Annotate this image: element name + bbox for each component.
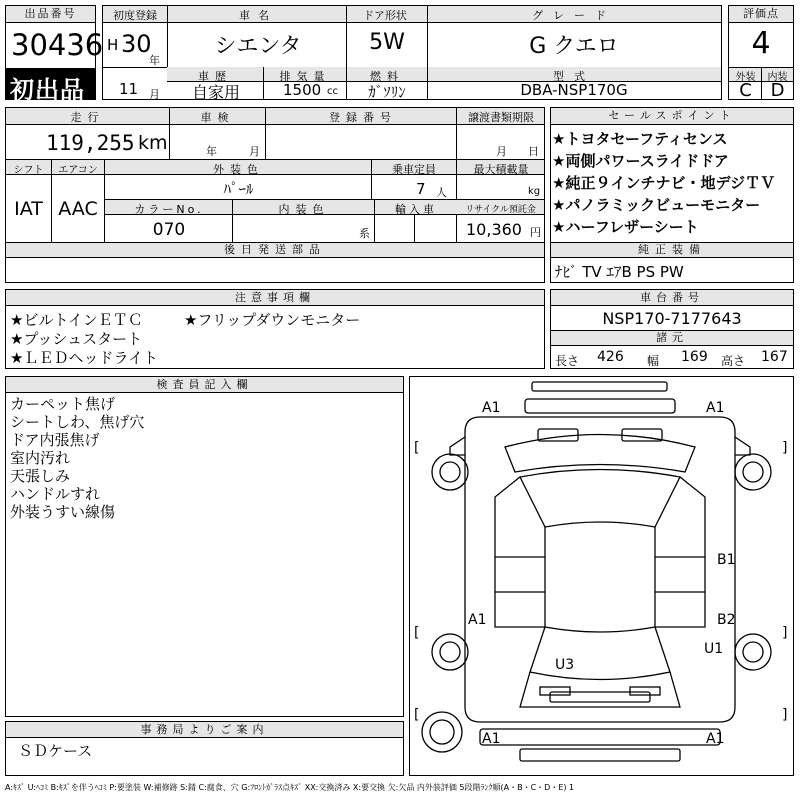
insp-year-unit: 年 <box>206 145 217 158</box>
reg-era: H <box>107 36 119 54</box>
inspection-label: 車検 <box>200 111 235 124</box>
lot-box <box>5 5 104 104</box>
shift-label: シフト <box>13 165 44 176</box>
height-label: 高さ <box>721 354 746 368</box>
exterior-color: ﾊﾟｰﾙ <box>223 180 254 198</box>
model: DBA-NSP170G <box>520 81 628 99</box>
sales-list <box>552 128 775 238</box>
score: 4 <box>751 26 771 61</box>
mark-u1: U1 <box>704 641 724 657</box>
door-type: 5W <box>369 30 405 55</box>
mark-front-left: A1 <box>482 400 501 416</box>
capacity-label: 乗車定員 <box>392 163 436 176</box>
displacement: 1500 <box>283 81 322 99</box>
equip-text: ﾅﾋﾞ TV ｴｱB PS PW <box>555 263 684 281</box>
lot-number: 30436 <box>11 28 104 62</box>
reg-month-unit: 月 <box>149 88 160 101</box>
ext-label: 外装 <box>735 72 756 83</box>
reg-year: 30 <box>121 30 152 58</box>
colorno-label: カラーNo. <box>134 203 204 216</box>
height: 167 <box>761 349 788 365</box>
inspector-line: 室内汚れ <box>10 449 71 467</box>
inspector-line: 外装うすい線傷 <box>10 503 116 521</box>
mark-b2: B2 <box>717 612 736 628</box>
car-name: シエンタ <box>214 34 302 59</box>
sales-item: ★両側パワースライドドア <box>552 152 729 170</box>
notes-line-1a: ★ビルトインＥＴＣ <box>10 311 143 329</box>
inspector-line: ドア内張焦げ <box>10 431 100 449</box>
reg-label: 初度登録 <box>113 9 157 22</box>
notes-line-2: ★プッシュスタート <box>10 330 143 348</box>
legend: A:ｷｽﾞ U:ﾍｺﾐ B:ｷｽﾞを伴うﾍｺﾐ P:要塗装 W:補修跡 S:錆 C:腐食、穴 G:ﾌﾛﾝﾄｶﾞﾗｽ点ｷｽﾞ XX:交換済み X:要交換 欠:欠品 内外装評価 5段階ﾗﾝｸ順(A・B・C・D・E) 1 <box>5 783 575 792</box>
load-unit: kg <box>528 186 541 197</box>
notes-label: 注意事項欄 <box>6 290 544 306</box>
mileage-label: 走行 <box>70 111 105 124</box>
inspector-box <box>5 376 404 717</box>
bracket-l1: [ <box>414 440 420 456</box>
chassis-number: NSP170-7177643 <box>602 309 742 328</box>
lot-label: 出品番号 <box>6 6 95 23</box>
int-grade: D <box>770 80 785 101</box>
sales-item: ★純正９インチナビ・地デジＴＶ <box>552 174 776 192</box>
sales-item: ★ハーフレザーシート <box>552 218 699 236</box>
reg-month: 11 <box>119 80 139 98</box>
exterior-label: 外装色 <box>213 163 264 176</box>
ext-grade: C <box>739 80 752 101</box>
first-listing-badge <box>6 68 95 104</box>
shift: IAT <box>14 198 43 220</box>
load-label: 最大積載量 <box>473 163 529 176</box>
ac: AAC <box>58 198 98 220</box>
displacement-unit: cc <box>327 86 338 97</box>
capacity: 7 <box>416 180 426 198</box>
history-label: 車歴 <box>198 70 232 83</box>
mileage-unit: km <box>138 132 168 154</box>
dims-label: 諸元 <box>551 331 793 346</box>
model-label: 型式 <box>553 70 595 83</box>
chassis-label: 車台番号 <box>551 290 793 306</box>
car-outline-svg <box>410 377 793 775</box>
inspector-label: 検査員記入欄 <box>6 377 403 393</box>
reg-year-unit: 年 <box>149 54 160 67</box>
mark-left-a1: A1 <box>468 612 487 628</box>
office-box <box>5 721 404 776</box>
bracket-r1: ] <box>782 440 788 456</box>
name-label: 車名 <box>239 9 277 22</box>
inspector-line: カーペット焦げ <box>10 395 116 413</box>
mark-front-right: A1 <box>706 400 725 416</box>
bracket-r2: ] <box>782 625 788 641</box>
recycle: 10,360 <box>466 220 522 239</box>
length-label: 長さ <box>555 354 580 368</box>
door-label: ドア形状 <box>363 9 407 22</box>
bracket-r3: ] <box>782 707 788 723</box>
office-label: 事務局よりご案内 <box>6 722 403 738</box>
notes-line-1b: ★フリップダウンモニター <box>184 311 361 329</box>
length: 426 <box>597 349 624 365</box>
later-label: 後日発送部品 <box>6 243 544 258</box>
score-label: 評価点 <box>729 6 793 23</box>
mark-rear-left: A1 <box>482 731 501 747</box>
car-diagram <box>409 376 794 776</box>
fuel-label: 燃料 <box>370 70 404 83</box>
inspector-line: 天張しみ <box>10 467 71 485</box>
width-label: 幅 <box>647 354 660 368</box>
sales-item: ★パノラミックビューモニター <box>552 196 761 214</box>
transfer-month-unit: 月 <box>496 145 507 158</box>
mark-u3: U3 <box>555 657 575 673</box>
fuel: ｶﾞｿﾘﾝ <box>368 83 406 101</box>
mark-rear-right: A1 <box>706 731 725 747</box>
inspector-line: ハンドルすれ <box>10 485 101 503</box>
width: 169 <box>681 349 708 365</box>
insp-month-unit: 月 <box>249 145 260 158</box>
details-box <box>5 107 545 283</box>
main-header-box <box>102 5 722 100</box>
sales-box <box>550 107 794 283</box>
displacement-label: 排気量 <box>279 70 331 83</box>
recycle-label: リサイクル預託金 <box>465 205 536 215</box>
office-text: ＳＤケース <box>18 742 93 760</box>
transfer-label: 譲渡書類期限 <box>468 111 534 124</box>
grade-label: グレード <box>532 9 616 22</box>
history: 自家用 <box>191 83 240 102</box>
import-label: 輸入車 <box>395 203 437 216</box>
notes-box <box>5 289 545 369</box>
chassis-box <box>550 289 794 369</box>
grade: G クエロ <box>529 34 619 59</box>
mark-b1: B1 <box>717 552 736 568</box>
first-listing-text: 初出品 <box>10 76 85 104</box>
int-label: 内装 <box>767 72 788 83</box>
bracket-l2: [ <box>414 625 420 641</box>
regno-label: 登録番号 <box>329 111 397 124</box>
sales-label: セールスポイント <box>551 108 793 125</box>
interior-label: 内装色 <box>278 203 330 216</box>
inspector-line: シートしわ、焦げ穴 <box>10 413 145 431</box>
capacity-unit: 人 <box>436 186 447 199</box>
interior-unit: 系 <box>359 227 370 240</box>
equip-label: 純正装備 <box>551 243 793 258</box>
ac-label: エアコン <box>58 165 98 176</box>
sales-item: ★トヨタセーフティセンス <box>552 130 728 148</box>
color-no: 070 <box>152 220 186 240</box>
recycle-unit: 円 <box>530 226 541 239</box>
notes-line-3: ★ＬＥＤヘッドライト <box>10 349 158 367</box>
score-box <box>728 5 794 100</box>
inspector-list <box>10 395 144 521</box>
transfer-day-unit: 日 <box>528 145 539 158</box>
mileage: 119,255 <box>46 131 135 155</box>
bracket-l3: [ <box>414 707 420 723</box>
